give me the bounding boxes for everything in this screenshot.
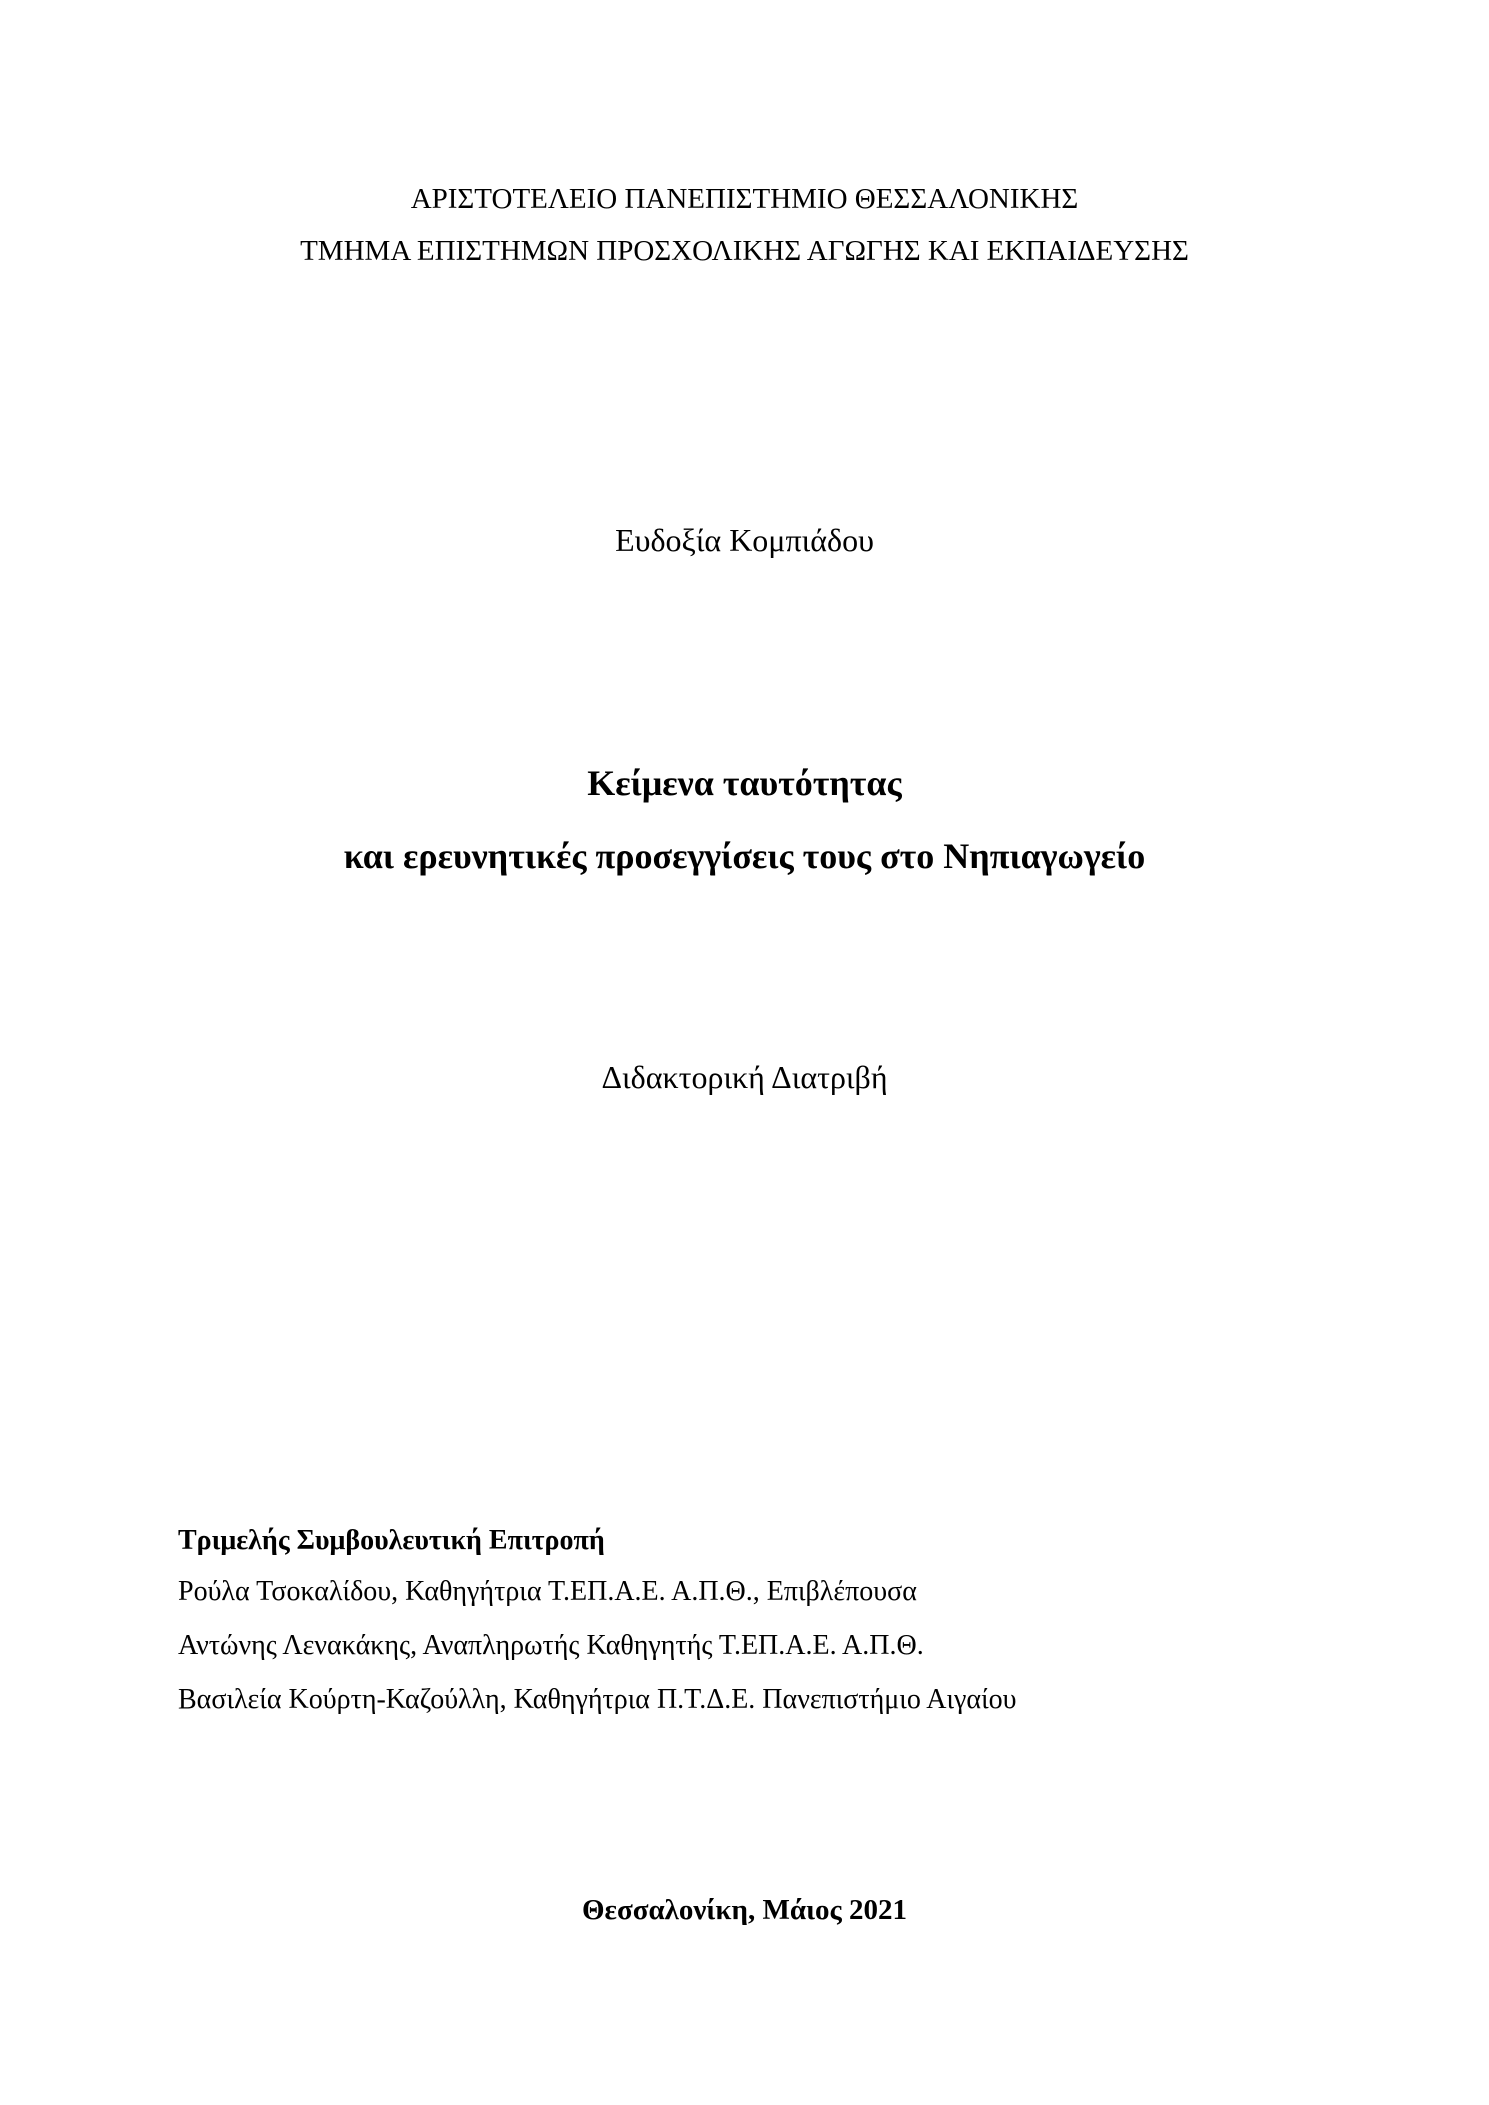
document-type: Διδακτορική Διατριβή — [601, 1059, 888, 1095]
author-name: Ευδοξία Κομπιάδου — [615, 522, 874, 558]
thesis-title-line-2: και ερευνητικές προσεγγίσεις τους στο Νηπιαγωγείο — [343, 836, 1146, 876]
committee-heading: Τριμελής Συμβουλευτική Επιτροπή — [178, 1525, 605, 1556]
committee-member: Αντώνης Λενακάκης, Αναπληρωτής Καθηγητής Τ.ΕΠ.Α.Ε. Α.Π.Θ. — [178, 1630, 924, 1661]
department-name: ΤΜΗΜΑ ΕΠΙΣΤΗΜΩΝ ΠΡΟΣΧΟΛΙΚΗΣ ΑΓΩΓΗΣ ΚΑΙ ΕΚΠΑΙΔΕΥΣΗΣ — [300, 235, 1189, 267]
committee-member: Ρούλα Τσοκαλίδου, Καθηγήτρια Τ.ΕΠ.Α.Ε. Α.Π.Θ., Επιβλέπουσα — [178, 1576, 917, 1607]
committee-member: Βασιλεία Κούρτη-Καζούλλη, Καθηγήτρια Π.Τ.Δ.Ε. Πανεπιστήμιο Αιγαίου — [178, 1684, 1017, 1715]
university-name: ΑΡΙΣΤΟΤΕΛΕΙΟ ΠΑΝΕΠΙΣΤΗΜΙΟ ΘΕΣΣΑΛΟΝΙΚΗΣ — [410, 183, 1079, 215]
thesis-title-line-1: Κείμενα ταυτότητας — [587, 763, 902, 803]
place-and-date: Θεσσαλονίκη, Μάιος 2021 — [582, 1894, 907, 1926]
